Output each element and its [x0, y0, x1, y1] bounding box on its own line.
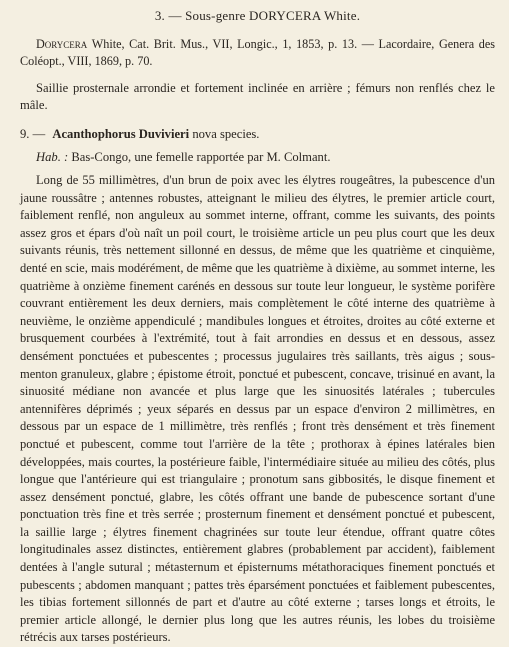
- habitat-line: [20, 149, 495, 166]
- subgenus-heading: [20, 8, 495, 24]
- species-number: 9. —: [20, 127, 46, 141]
- subgenus-name: DORYCERA: [249, 8, 321, 23]
- subgenus-author: White.: [323, 8, 361, 23]
- species-description: Long de 55 millimètres, d'un brun de poix avec les élytres rougeâtres, la pubescence d'un jaune roussâtre ; antennes robustes, atteignant le milieu des élytres, le premier article court, faiblement renflé, non anguleux au sommet interne, offrant, comme les suivants, des points assez gros et épars d'où naît un poil court, le troisième article un peu plus court que les deux suivants réunis, très nettement sillonné en dessus, de même que les quatrième et cinquième, denté en scie, mais modérément, de même que les quatrième à dixième, au sommet interne, les quatrième à onzième finement carénés en dessous sur toute leur longueur, le système porifère couvrant entièrement les deux derniers, mais complètement le côté interne des quatrième à neuvième, le onzième appendiculé ; mandibules longues et étroites, droites au côté externe et brusquement courbées à l'extrémité, tout à fait arrondies en dessus et en dessous, assez densément ponctuées et pubescentes ; processus jugulaires très saillants, très aigus ; sous-menton granuleux, glabre ; épistome étroit, ponctué et pubescent, concave, trisinué en avant, la sinuosité médiane non avancée et plus large que les sinuosités latérales ; tubercules antennifères déprimés ; yeux séparés en dessus par un espace d'environ 2 millimètres, en dessous par un espace de 1 millimètre, très renflés ; front très densément et très finement ponctué et pubescent, comme tout l'arrière de la tête ; prothorax à épines latérales bien développées, mais courtes, la postérieure faible, l'intermédiaire située au milieu des côtés, plus longue que l'antérieure qui est triangulaire ; pronotum sans gibbosités, le disque finement et assez densément ponctué, glabre, les côtés offrant une bande de pubescence sortant d'une ponctuation très fine et très serrée ; prosternum finement et densément ponctué et pubescent, la saillie large ; élytres finement chagrinées sur toute leur étendue, offrant quatre côtes longitudinales assez distinctes, entièrement glabres (probablement par accident), faiblement dentées à l'angle sutural ; métasternum et épisternums métathoraciques finement ponctués et pubescents ; abdomen manquant ; pattes très éparsément ponctuées et faiblement pubescentes, les tibias fortement sillonnés de part et d'autre au côté externe ; tarses longs et étroits, le premier article allongé, le dernier plus long que les autres réunis, les lobes du troisième rétrécis aux tarses postérieurs.: [20, 173, 495, 645]
- habitat-text: Bas-Congo, une femelle rapportée par M. Colmant.: [71, 150, 331, 164]
- species-name: Acanthophorus Duvivieri: [52, 127, 190, 141]
- reference-text: White, Cat. Brit. Mus., VII, Longic., 1, 1853, p. 13. — Lacordaire, Genera des Coléopt., VIII, 1869, p. 70.: [20, 37, 496, 68]
- subgenus-number: 3. — Sous-genre: [154, 8, 246, 23]
- species-status: nova species.: [192, 127, 260, 141]
- habitat-label: Hab. :: [36, 150, 69, 164]
- species-heading: [20, 126, 495, 143]
- bibliographic-reference: [20, 36, 495, 70]
- subgenus-characters: Saillie prosternale arrondie et fortement inclinée en arrière ; fémurs non renflés chez le mâle.: [20, 81, 495, 112]
- reference-genus: Dorycera: [36, 37, 88, 51]
